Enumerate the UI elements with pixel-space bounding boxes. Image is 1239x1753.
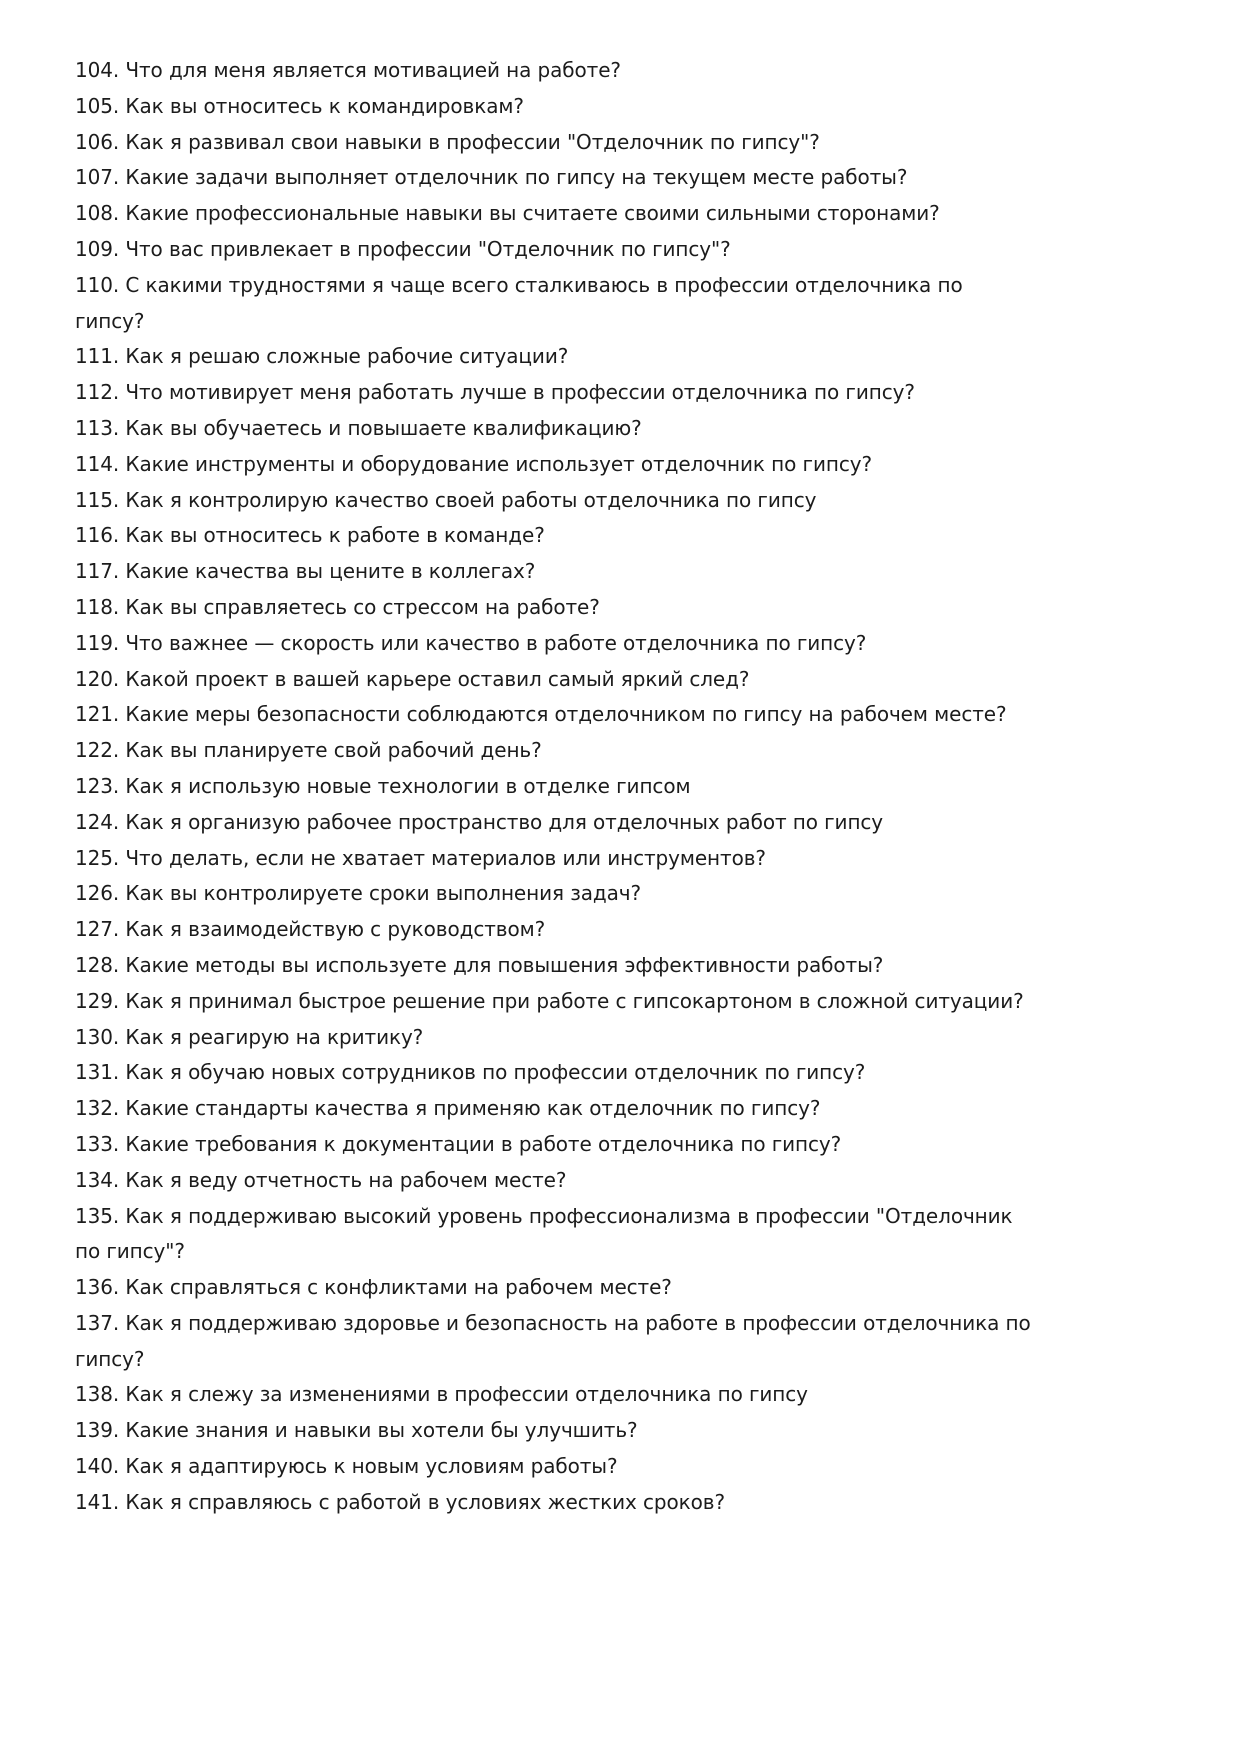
question-item: 137. Как я поддерживаю здоровье и безопасность на работе в профессии отделочника по гипсу? — [75, 1310, 1031, 1371]
question-item: 131. Как я обучаю новых сотрудников по профессии отделочник по гипсу? — [75, 1060, 866, 1085]
question-item: 111. Как я решаю сложные рабочие ситуации? — [75, 344, 569, 369]
question-item: 125. Что делать, если не хватает материалов или инструментов? — [75, 845, 766, 870]
question-item: 119. Что важнее — скорость или качество в работе отделочника по гипсу? — [75, 630, 867, 655]
question-item: 107. Какие задачи выполняет отделочник по гипсу на текущем месте работы? — [75, 165, 908, 190]
question-item: 134. Как я веду отчетность на рабочем месте? — [75, 1167, 567, 1192]
question-item: 130. Как я реагирую на критику? — [75, 1024, 424, 1049]
question-item: 141. Как я справляюсь с работой в условиях жестких сроков? — [75, 1489, 725, 1514]
question-item: 116. Как вы относитесь к работе в команде? — [75, 523, 545, 548]
question-item: 122. Как вы планируете свой рабочий день? — [75, 738, 542, 763]
question-item: 108. Какие профессиональные навыки вы считаете своими сильными сторонами? — [75, 201, 940, 226]
question-item: 105. Как вы относитесь к командировкам? — [75, 93, 524, 118]
question-item: 117. Какие качества вы цените в коллегах? — [75, 559, 536, 584]
question-item: 115. Как я контролирую качество своей работы отделочника по гипсу — [75, 487, 817, 512]
question-item: 140. Как я адаптируюсь к новым условиям работы? — [75, 1454, 618, 1479]
question-item: 139. Какие знания и навыки вы хотели бы улучшить? — [75, 1418, 638, 1443]
question-item: 114. Какие инструменты и оборудование использует отделочник по гипсу? — [75, 451, 872, 476]
question-item: 106. Как я развивал свои навыки в профессии "Отделочник по гипсу"? — [75, 129, 820, 154]
question-item: 123. Как я использую новые технологии в отделке гипсом — [75, 773, 691, 798]
question-item: 133. Какие требования к документации в работе отделочника по гипсу? — [75, 1131, 842, 1156]
question-item: 128. Какие методы вы используете для повышения эффективности работы? — [75, 952, 884, 977]
question-item: 135. Как я поддерживаю высокий уровень профессионализма в профессии "Отделочник по гипсу"? — [75, 1203, 1013, 1264]
question-item: 136. Как справляться с конфликтами на рабочем месте? — [75, 1275, 672, 1300]
question-item: 120. Какой проект в вашей карьере оставил самый яркий след? — [75, 666, 750, 691]
question-item: 110. С какими трудностями я чаще всего сталкиваюсь в профессии отделочника по гипсу? — [75, 272, 963, 333]
question-item: 104. Что для меня является мотивацией на работе? — [75, 58, 621, 82]
question-item: 129. Как я принимал быстрое решение при работе с гипсокартоном в сложной ситуации? — [75, 988, 1024, 1013]
question-item: 118. Как вы справляетесь со стрессом на работе? — [75, 594, 600, 619]
question-item: 124. Как я организую рабочее пространство для отделочных работ по гипсу — [75, 809, 884, 834]
question-item: 109. Что вас привлекает в профессии "Отделочник по гипсу"? — [75, 236, 731, 261]
question-item: 113. Как вы обучаетесь и повышаете квалификацию? — [75, 415, 642, 440]
question-item: 138. Как я слежу за изменениями в профессии отделочника по гипсу — [75, 1382, 808, 1407]
question-list — [75, 53, 1037, 1521]
question-item: 127. Как я взаимодействую с руководством? — [75, 917, 546, 942]
question-item: 132. Какие стандарты качества я применяю как отделочник по гипсу? — [75, 1096, 821, 1121]
question-item: 121. Какие меры безопасности соблюдаются отделочником по гипсу на рабочем месте? — [75, 702, 1007, 727]
question-item: 126. Как вы контролируете сроки выполнения задач? — [75, 881, 642, 906]
question-item: 112. Что мотивирует меня работать лучше в профессии отделочника по гипсу? — [75, 380, 915, 405]
